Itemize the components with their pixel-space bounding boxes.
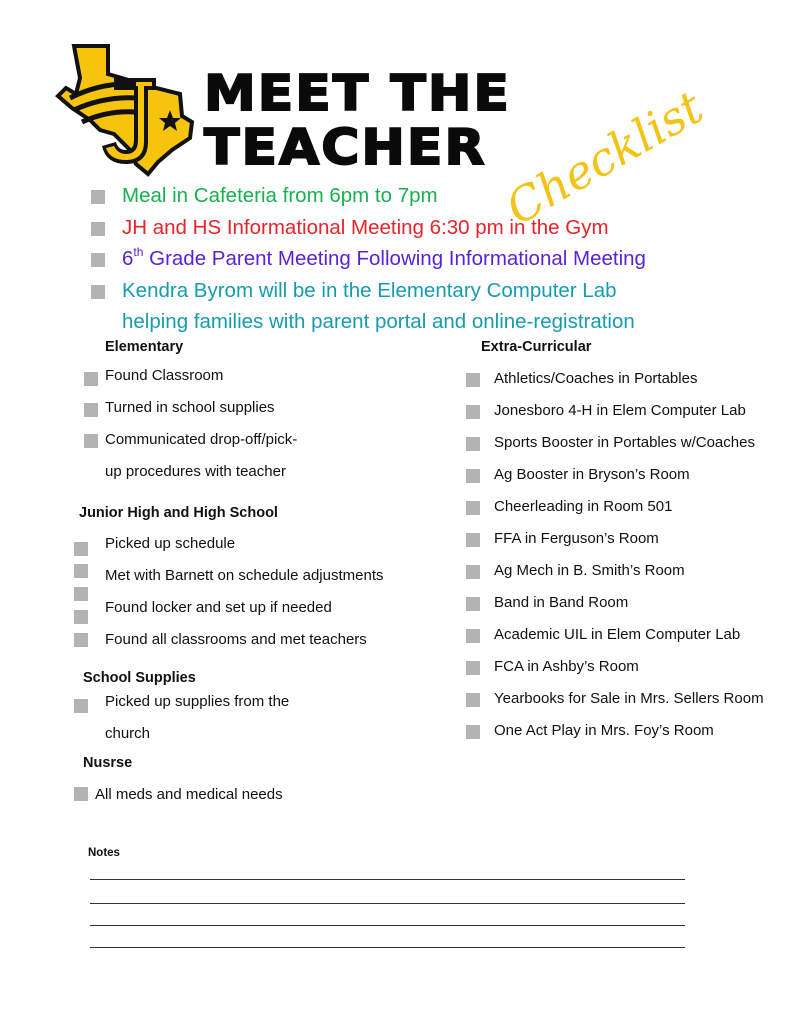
elementary-heading: Elementary (105, 339, 184, 355)
jh-hs-item: Met with Barnett on schedule adjustments (105, 567, 384, 584)
extra-item: Cheerleading in Room 501 (494, 498, 673, 515)
checkbox[interactable] (74, 610, 88, 624)
nurse-heading: Nusrse (83, 755, 133, 771)
extra-item: Sports Booster in Portables w/Coaches (494, 434, 755, 451)
top-item-text-line2: helping families with parent portal and online-registration (122, 310, 635, 333)
extra-item: FFA in Ferguson’s Room (494, 530, 659, 547)
elementary-item: Communicated drop-off/pick- (105, 431, 298, 448)
notes-label: Notes (88, 847, 120, 859)
nurse-item: All meds and medical needs (95, 786, 283, 803)
school-supplies-item: church (105, 725, 151, 742)
jonesboro-logo (52, 38, 202, 178)
checkbox[interactable] (466, 661, 480, 675)
checkbox[interactable] (84, 403, 98, 417)
top-item-text: JH and HS Informational Meeting 6:30 pm in the Gym (122, 216, 609, 239)
jh-hs-item: Found all classrooms and met teachers (105, 631, 367, 648)
checkbox[interactable] (466, 629, 480, 643)
school-supplies-item: Picked up supplies from the (105, 693, 290, 710)
checkbox[interactable] (466, 597, 480, 611)
checkbox[interactable] (91, 253, 105, 267)
checkbox[interactable] (466, 533, 480, 547)
checkbox[interactable] (466, 437, 480, 451)
notes-line[interactable] (90, 947, 685, 948)
checkbox[interactable] (466, 469, 480, 483)
checkbox[interactable] (466, 565, 480, 579)
grade-number: 6 (122, 247, 134, 270)
grade-text: Grade Parent Meeting Following Informational Meeting (143, 247, 646, 270)
jh-hs-item: Found locker and set up if needed (105, 599, 332, 616)
extra-item: Yearbooks for Sale in Mrs. Sellers Room (494, 690, 764, 707)
checkbox[interactable] (91, 222, 105, 236)
title-line-2: TEACHER (204, 119, 487, 177)
checkbox[interactable] (84, 434, 98, 448)
checkbox[interactable] (91, 190, 105, 204)
checkbox[interactable] (466, 725, 480, 739)
school-supplies-heading: School Supplies (83, 670, 196, 686)
checklist-script-text: Checklist (496, 79, 712, 236)
checkbox[interactable] (74, 633, 88, 647)
top-item-text: Meal in Cafeteria from 6pm to 7pm (122, 184, 438, 207)
title-line-1: MEET THE (204, 65, 511, 123)
extra-item: FCA in Ashby’s Room (494, 658, 639, 675)
extra-item: One Act Play in Mrs. Foy’s Room (494, 722, 714, 739)
checklist-script (482, 62, 712, 236)
checkbox[interactable] (91, 285, 105, 299)
top-item-text-line1: Kendra Byrom will be in the Elementary Computer Lab (122, 279, 617, 302)
notes-line[interactable] (90, 903, 685, 904)
checkbox[interactable] (74, 699, 88, 713)
extra-item: Band in Band Room (494, 594, 629, 611)
checkbox[interactable] (74, 587, 88, 601)
checkbox[interactable] (466, 693, 480, 707)
notes-line[interactable] (90, 925, 685, 926)
extra-item: Ag Mech in B. Smith’s Room (494, 562, 685, 579)
elementary-item: Turned in school supplies (105, 399, 275, 416)
elementary-item: up procedures with teacher (105, 463, 286, 480)
elementary-item: Found Classroom (105, 367, 224, 384)
checkbox[interactable] (74, 564, 88, 578)
extra-item: Jonesboro 4-H in Elem Computer Lab (494, 402, 746, 419)
checkbox[interactable] (466, 405, 480, 419)
notes-line[interactable] (90, 879, 685, 880)
top-item-text (122, 247, 646, 272)
checkbox[interactable] (84, 372, 98, 386)
jh-hs-heading: Junior High and High School (79, 505, 278, 521)
checkbox[interactable] (74, 787, 88, 801)
checkbox[interactable] (74, 542, 88, 556)
extra-item: Athletics/Coaches in Portables (494, 370, 698, 387)
checkbox[interactable] (466, 501, 480, 515)
jh-hs-item: Picked up schedule (105, 535, 236, 552)
grade-suffix: th (133, 245, 144, 259)
extra-curricular-heading: Extra-Curricular (481, 339, 592, 355)
checkbox[interactable] (466, 373, 480, 387)
extra-item: Academic UIL in Elem Computer Lab (494, 626, 741, 643)
extra-item: Ag Booster in Bryson’s Room (494, 466, 690, 483)
